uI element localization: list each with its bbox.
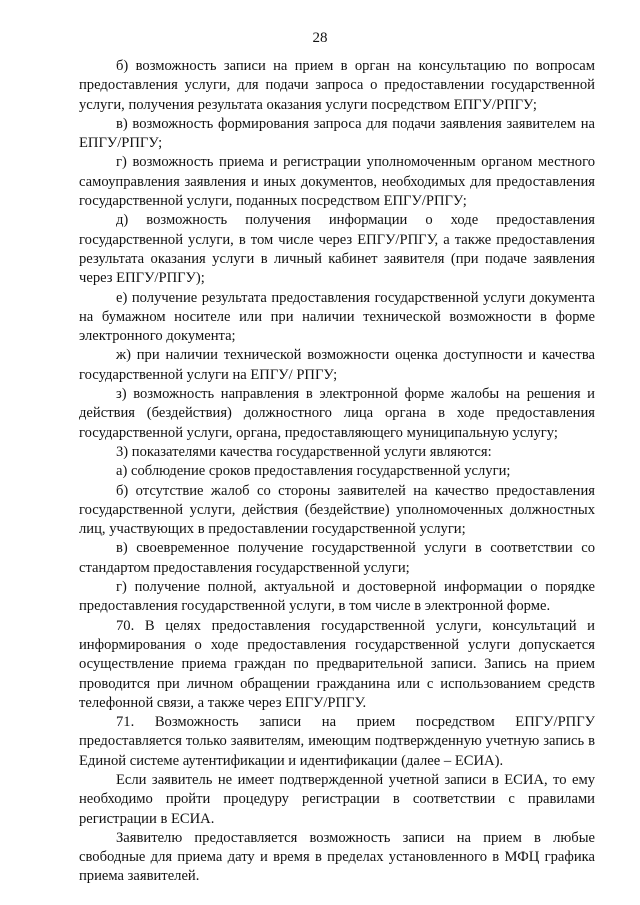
paragraph: Если заявитель не имеет подтвержденной учетной записи в ЕСИА, то ему необходимо пройти процедуру регистрации в соответствии с правилами регистрации в ЕСИА. [79, 771, 595, 827]
paragraph: д) возможность получения информации о ходе предоставления государственной услуги, в том числе через ЕПГУ/РПГУ, а также предоставления результата оказания услуги в личный кабинет заявителя (при подаче заявления через ЕПГУ/РПГУ); [79, 212, 595, 287]
paragraph: в) возможность формирования запроса для подачи заявления заявителем на ЕПГУ/РПГУ; [79, 115, 595, 152]
paragraph: б) возможность записи на прием в орган на консультацию по вопросам предоставления услуги, для подачи запроса о предоставлении государственной услуги, получения результата оказания услуги посредством ЕПГУ/РПГУ; [79, 58, 595, 113]
paragraph: ж) при наличии технической возможности оценка доступности и качества государственной услуги на ЕПГУ/ РПГУ; [79, 347, 595, 383]
paragraph: в) своевременное получение государственной услуги в соответствии со стандартом предоставления государственной услуги; [79, 540, 595, 576]
paragraph: Заявителю предоставляется возможность записи на прием в любые свободные для приема дату и время в пределах установленного в МФЦ графика приема заявителей. [79, 829, 595, 885]
paragraph: б) отсутствие жалоб со стороны заявителей на качество предоставления государственной услуги, действия (бездействие) уполномоченных должностных лиц, участвующих в предоставлении государственной услуги; [79, 482, 595, 538]
page-number: 28 [312, 30, 328, 46]
paragraph: 71. Возможность записи на прием посредством ЕПГУ/РПГУ предоставляется только заявителям, имеющим подтвержденную учетную запись в Единой системе аутентификации и идентификации (далее – ЕСИА). [79, 714, 595, 769]
paragraph: г) получение полной, актуальной и достоверной информации о порядке предоставления государственной услуги, в том числе в электронной форме. [79, 579, 595, 615]
paragraph: е) получение результата предоставления государственной услуги документа на бумажном носителе или при наличии технической возможности в форме электронного документа; [79, 289, 595, 345]
paragraph: 3) показателями качества государственной услуги являются: [116, 443, 492, 460]
paragraph: г) возможность приема и регистрации уполномоченным органом местного самоуправления заявления и иных документов, необходимых для предоставления государственной услуги, поданных посредством ЕПГУ/РПГУ; [79, 154, 595, 210]
paragraph: 70. В целях предоставления государственной услуги, консультаций и информирования о ходе предоставления государственной услуги допускается осуществление приема граждан по предварительной записи. Запись на прием проводится при личном обращении гражданина или с использованием средств телефонной связи, а также через ЕПГУ/РПГУ. [79, 617, 595, 711]
paragraph: а) соблюдение сроков предоставления государственной услуги; [116, 463, 511, 480]
body-text [79, 57, 595, 887]
paragraph: з) возможность направления в электронной форме жалобы на решения и действия (бездействия) должностного лица органа в ходе предоставления государственной услуги, органа, предоставляющего муниципальную услугу; [79, 386, 595, 441]
